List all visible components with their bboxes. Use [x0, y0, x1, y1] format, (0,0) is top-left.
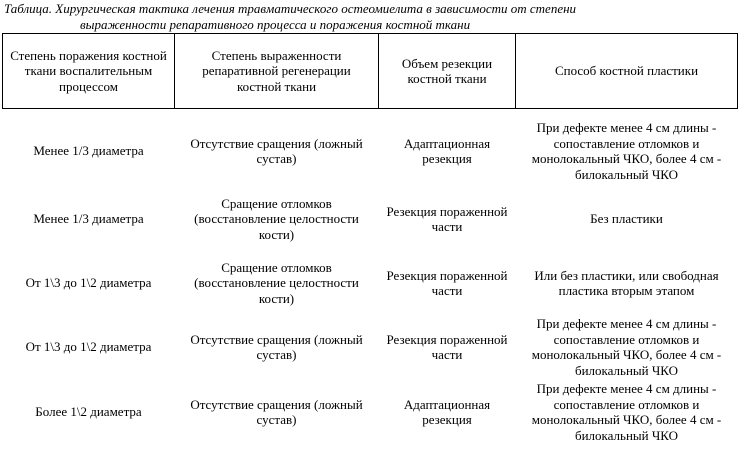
cell-regeneration: Отсутствие сращения (ложный сустав): [190, 396, 363, 427]
tactics-table: [2, 33, 738, 445]
cell-damage: От 1\3 до 1\2 диаметра: [25, 339, 152, 355]
header-damage-degree: Степень поражения костной ткани воспалительным процессом: [3, 34, 175, 109]
header-regeneration-degree: Степень выраженности репаративной регенерации костной ткани: [175, 34, 379, 109]
table-row: [3, 109, 738, 188]
cell-resection: Адаптационная резекция: [403, 135, 491, 166]
cell-damage: От 1\3 до 1\2 диаметра: [25, 275, 152, 291]
cell-regeneration: Отсутствие сращения (ложный сустав): [190, 135, 363, 166]
table-caption: [4, 1, 736, 33]
header-row: [3, 34, 738, 109]
table-row: [3, 187, 738, 251]
table-row: [3, 251, 738, 315]
cell-regeneration: Отсутствие сращения (ложный сустав): [190, 331, 363, 362]
header-plasty-method: Способ костной пластики: [516, 34, 738, 109]
cell-resection: Резекция пораженной части: [386, 331, 508, 362]
cell-regeneration: Сращение отломков (восстановление целостности кости): [194, 259, 359, 306]
table-body: [3, 109, 738, 446]
cell-resection: Резекция пораженной части: [386, 203, 508, 234]
cell-plasty: При дефекте менее 4 см длины - сопоставление отломков и монолокальный ЧКО, более 4 см - билокальный ЧКО: [531, 381, 722, 443]
cell-plasty: Или без пластики, или свободная пластика вторым этапом: [534, 267, 719, 298]
cell-resection: Резекция пораженной части: [386, 267, 508, 298]
cell-plasty: При дефекте менее 4 см длины - сопоставление отломков и монолокальный ЧКО, более 4 см - билокальный ЧКО: [531, 316, 722, 378]
cell-plasty: Без пластики: [590, 211, 663, 227]
cell-plasty: При дефекте менее 4 см длины - сопоставление отломков и монолокальный ЧКО, более 4 см - билокальный ЧКО: [531, 120, 722, 182]
caption-line-2: выраженности репаративного процесса и поражения костной ткани: [80, 17, 471, 32]
cell-damage: Менее 1/3 диаметра: [33, 211, 144, 227]
table-row: [3, 315, 738, 379]
caption-line-1: Таблица. Хирургическая тактика лечения травматического остеомиелита в зависимости от степени: [4, 1, 577, 16]
table-row: [3, 379, 738, 445]
cell-damage: Менее 1/3 диаметра: [33, 143, 144, 159]
cell-resection: Адаптационная резекция: [403, 396, 491, 427]
cell-damage: Более 1\2 диаметра: [35, 404, 142, 420]
header-resection-volume: Объем резекции костной ткани: [379, 34, 516, 109]
cell-regeneration: Сращение отломков (восстановление целостности кости): [194, 195, 359, 242]
table-header: [3, 34, 738, 109]
